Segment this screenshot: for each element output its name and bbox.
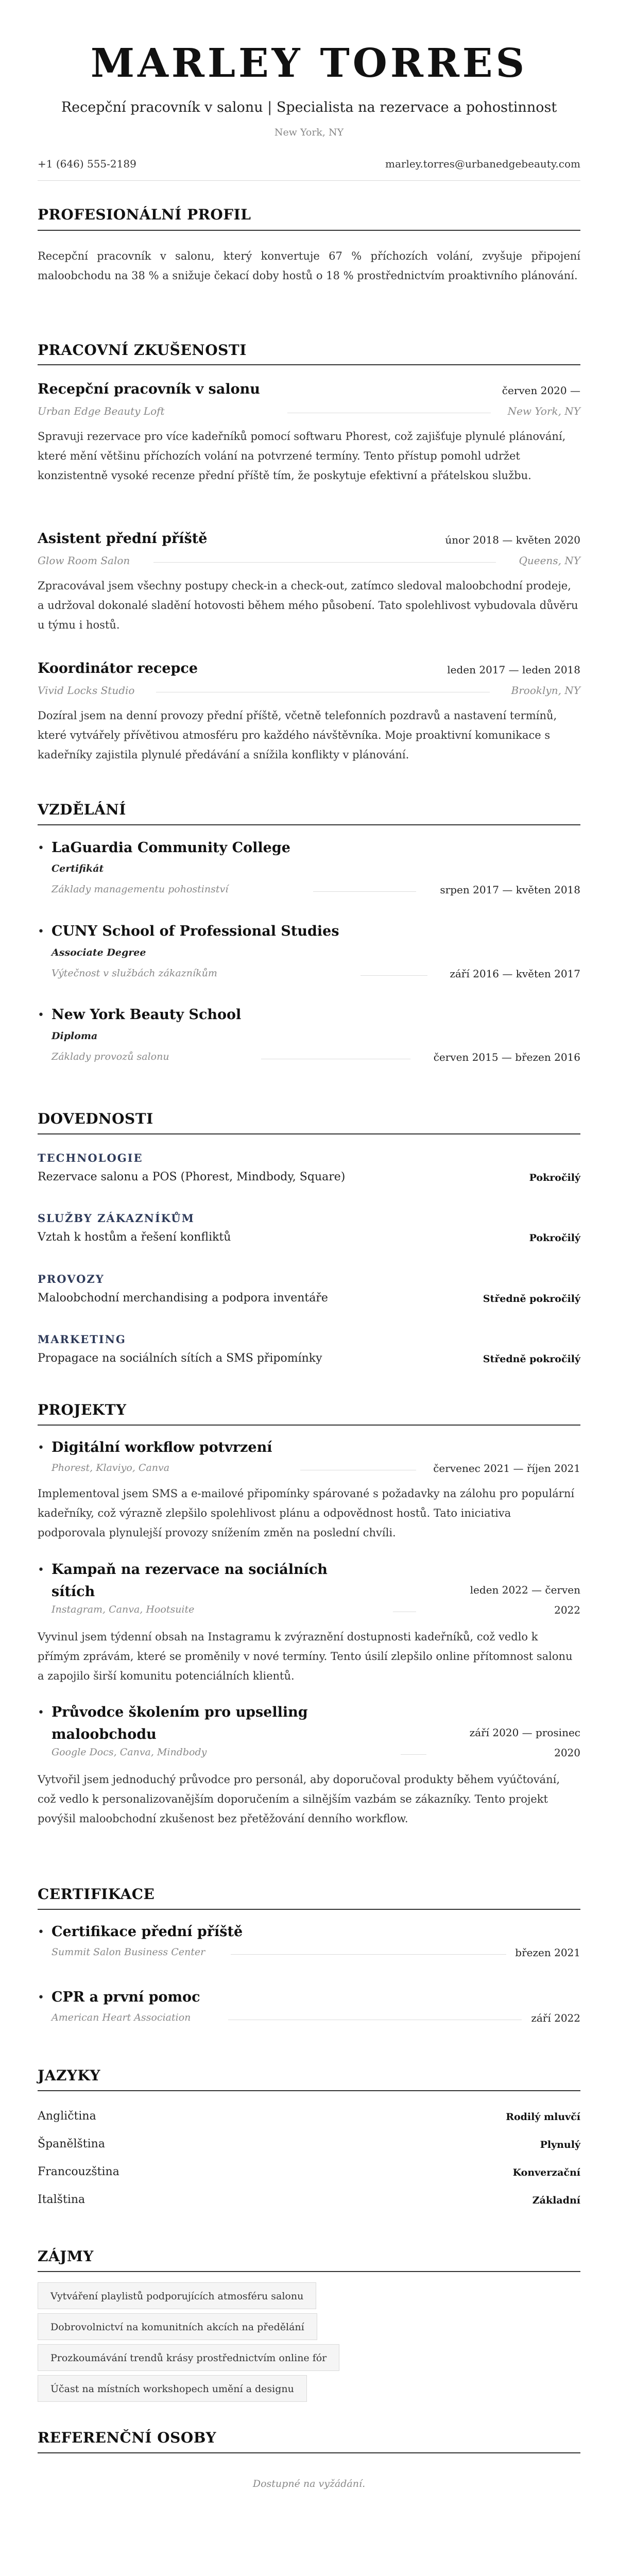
skill-level: Středně pokročilý <box>483 1293 580 1304</box>
certification-issuer: Summit Salon Business Center <box>52 1946 205 1958</box>
leader-line <box>360 975 427 976</box>
skill-category: SLUŽBY ZÁKAZNÍKŮM <box>38 1212 195 1225</box>
leader-line <box>313 891 416 892</box>
job-title: Koordinátor recepce <box>38 660 198 676</box>
education-date: září 2016 — květen 2017 <box>450 968 580 980</box>
project-date: leden 2022 — červen <box>470 1584 580 1596</box>
certification-title: CPR a první pomoc <box>52 1989 200 2005</box>
language-name: Francouzština <box>38 2165 119 2178</box>
section-heading-certifications: CERTIFIKACE <box>38 1886 155 1903</box>
section-rule <box>38 2090 580 2091</box>
skill-name: Maloobchodní merchandising a podpora inventáře <box>38 1292 328 1304</box>
certification-title: Certifikace přední příště <box>52 1924 243 1940</box>
section-rule <box>38 2271 580 2272</box>
company-name: Urban Edge Beauty Loft <box>38 405 165 417</box>
bullet-icon: • <box>38 1564 44 1577</box>
skill-category: MARKETING <box>38 1333 126 1346</box>
project-tools: Google Docs, Canva, Mindbody <box>52 1747 207 1758</box>
education-date: srpen 2017 — květen 2018 <box>440 884 580 896</box>
language-name: Italština <box>38 2193 85 2206</box>
header-divider <box>38 180 580 181</box>
language-name: Španělština <box>38 2138 105 2150</box>
section-rule <box>38 1909 580 1910</box>
degree-name: Certifikát <box>52 863 104 874</box>
leader-line <box>231 1954 506 1955</box>
email-address[interactable]: marley.torres@urbanedgebeauty.com <box>385 158 580 170</box>
project-description: Vytvořil jsem jednoduchý průvodce pro personál, aby doporučoval produkty během vyúčtování, což vedlo k personalizovanějším doporučením a silnějším vazbám se zákazníky. Tento projekt povýšil maloobchodní zkušenost bez přetěžování denního workflow. <box>38 1773 560 1825</box>
company-name: Glow Room Salon <box>38 554 130 567</box>
section-rule <box>38 2452 580 2453</box>
project-date: červenec 2021 — říjen 2021 <box>433 1462 580 1475</box>
contact-row <box>38 158 580 170</box>
section-rule <box>38 1425 580 1426</box>
certification-date: září 2022 <box>531 2012 580 2024</box>
job-location: Brooklyn, NY <box>511 684 580 697</box>
bullet-icon: • <box>38 1991 44 2004</box>
section-heading-projects: PROJEKTY <box>38 1401 127 1418</box>
school-name: New York Beauty School <box>52 1007 242 1023</box>
candidate-location: New York, NY <box>274 127 344 138</box>
interest-tag: Dobrovolnictví na komunitních akcích na předělání <box>38 2313 317 2340</box>
candidate-name: MARLEY TORRES <box>90 40 528 87</box>
certification-date: březen 2021 <box>515 1946 580 1959</box>
section-heading-references: REFERENČNÍ OSOBY <box>38 2429 216 2446</box>
job-title: Asistent přední příště <box>38 531 208 547</box>
project-title: Kampaň na rezervace na sociálních <box>52 1562 328 1578</box>
leader-line <box>153 562 496 563</box>
education-date: červen 2015 — březen 2016 <box>433 1051 580 1063</box>
job-description: Zpracovával jsem všechny postupy check-in a check-out, zatímco sledoval maloobchodní prodeje, a udržoval dokonalé sladění hotovosti během mého působení. Tato spolehlivost vybudovala důvěru u týmu i hostů. <box>38 580 578 631</box>
project-date-continued: 2022 <box>554 1604 580 1616</box>
language-level: Rodilý mluvčí <box>506 2111 580 2123</box>
language-name: Angličtina <box>38 2110 96 2123</box>
section-rule <box>38 364 580 365</box>
skill-name: Propagace na sociálních sítích a SMS připomínky <box>38 1352 322 1365</box>
project-title: Průvodce školením pro upselling <box>52 1704 308 1720</box>
certification-issuer: American Heart Association <box>52 2012 191 2023</box>
bullet-icon: • <box>38 1926 44 1939</box>
degree-name: Associate Degree <box>52 947 146 958</box>
interest-tag: Prozkoumávání trendů krásy prostřednictvím online fór <box>38 2344 339 2371</box>
skill-category: PROVOZY <box>38 1273 105 1285</box>
skill-level: Pokročilý <box>529 1232 580 1244</box>
bullet-icon: • <box>38 1009 44 1022</box>
project-date: září 2020 — prosinec <box>469 1726 580 1739</box>
field-of-study: Základy provozů salonu <box>52 1051 169 1062</box>
job-date: leden 2017 — leden 2018 <box>447 664 580 676</box>
section-rule <box>38 1133 580 1134</box>
interest-tag: Účast na místních workshopech umění a designu <box>38 2375 307 2402</box>
skill-category: TECHNOLOGIE <box>38 1151 143 1164</box>
skill-level: Středně pokročilý <box>483 1353 580 1365</box>
bullet-icon: • <box>38 925 44 938</box>
language-level: Plynulý <box>540 2139 580 2150</box>
language-level: Konverzační <box>512 2167 580 2178</box>
bullet-icon: • <box>38 842 44 855</box>
job-date: červen 2020 — <box>502 384 580 397</box>
section-heading-skills: DOVEDNOSTI <box>38 1110 153 1127</box>
profile-summary: Recepční pracovník v salonu, který konvertuje 67 % příchozích volání, zvyšuje připojení maloobchodu na 38 % a snižuje čekací doby hostů o 18 % prostřednictvím proaktivního plánování. <box>38 250 580 282</box>
candidate-tagline: Recepční pracovník v salonu | Specialista na rezervace a pohostinnost <box>61 99 557 115</box>
field-of-study: Výtečnost v službách zákazníkům <box>52 968 217 979</box>
section-heading-education: VZDĚLÁNÍ <box>38 801 126 818</box>
job-date: únor 2018 — květen 2020 <box>445 534 580 546</box>
project-description: Vyvinul jsem týdenní obsah na Instagramu k zvýraznění dostupnosti kadeřníků, což vedlo k přímým zprávám, které se proměnily v nové termíny. Tento úsilí zlepšilo online přítomnost salonu a zapojilo širší komunitu potenciálních klientů. <box>38 1631 573 1682</box>
section-rule <box>38 230 580 231</box>
project-title: Digitální workflow potvrzení <box>52 1439 272 1455</box>
section-heading-experience: PRACOVNÍ ZKUŠENOSTI <box>38 342 247 359</box>
project-tools: Instagram, Canva, Hootsuite <box>52 1604 195 1615</box>
job-location: Queens, NY <box>519 554 580 567</box>
school-name: CUNY School of Professional Studies <box>52 923 339 939</box>
field-of-study: Základy managementu pohostinství <box>52 884 229 895</box>
project-title-continued: maloobchodu <box>52 1726 157 1742</box>
section-heading-languages: JAZYKY <box>38 2067 100 2084</box>
project-description: Implementoval jsem SMS a e-mailové připomínky spárované s požadavky na zálohu pro populární kadeřníky, což výrazně zlepšilo spolehlivost plánu a odpovědnost hostů. Tato iniciativa podporovala plynulejší provozy snížením změn na poslední chvíli. <box>38 1487 575 1539</box>
bullet-icon: • <box>38 1706 44 1719</box>
bullet-icon: • <box>38 1442 44 1454</box>
skill-name: Rezervace salonu a POS (Phorest, Mindbody, Square) <box>38 1171 346 1183</box>
language-level: Základní <box>532 2195 580 2206</box>
section-heading-profile: PROFESIONÁLNÍ PROFIL <box>38 206 251 223</box>
company-name: Vivid Locks Studio <box>38 684 135 697</box>
interest-tag: Vytváření playlistů podporujících atmosféru salonu <box>38 2282 316 2309</box>
phone-number[interactable]: +1 (646) 555-2189 <box>38 158 136 170</box>
skill-level: Pokročilý <box>529 1172 580 1183</box>
skill-name: Vztah k hostům a řešení konfliktů <box>38 1231 231 1244</box>
project-title-continued: sítích <box>52 1584 95 1600</box>
degree-name: Diploma <box>52 1030 98 1042</box>
job-title: Recepční pracovník v salonu <box>38 381 260 397</box>
job-location: New York, NY <box>507 405 580 417</box>
job-description: Dozíral jsem na denní provozy přední příště, včetně telefonních pozdravů a nastavení termínů, které vytvářely přívětivou atmosféru pro každého návštěvníka. Moje proaktivní komunikace s kadeřníky zajistila plynulé předávání a snížila konflikty v plánování. <box>38 709 557 761</box>
school-name: LaGuardia Community College <box>52 840 290 856</box>
job-description: Spravuji rezervace pro více kadeřníků pomocí softwaru Phorest, což zajišťuje plynulé plánování, které mění většinu příchozích volání na potvrzené termíny. Tento přístup pomohl udržet konzistentně vysoké recenze přední příště tím, že poskytuje efektivní a přátelskou službu. <box>38 430 566 482</box>
section-rule <box>38 824 580 825</box>
section-heading-interests: ZÁJMY <box>38 2248 94 2265</box>
references-note: Dostupné na vyžádání. <box>252 2478 366 2489</box>
leader-line <box>401 1754 426 1755</box>
project-date-continued: 2020 <box>554 1747 580 1759</box>
project-tools: Phorest, Klaviyo, Canva <box>52 1462 170 1473</box>
